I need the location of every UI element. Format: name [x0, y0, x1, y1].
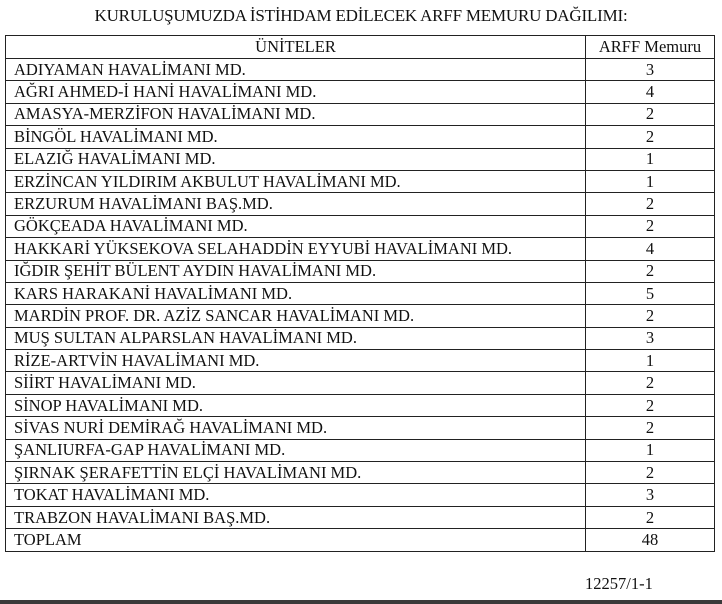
arff-count: 1: [586, 439, 715, 461]
total-count: 48: [586, 529, 715, 551]
table-row: [6, 238, 715, 260]
unit-name: SİNOP HAVALİMANI MD.: [6, 394, 586, 416]
table-row: [6, 417, 715, 439]
table-row: [6, 462, 715, 484]
table-row: [6, 394, 715, 416]
unit-name: TOKAT HAVALİMANI MD.: [6, 484, 586, 506]
table-row: [6, 126, 715, 148]
document-title: KURULUŞUMUZDA İSTİHDAM EDİLECEK ARFF MEMURU DAĞILIMI:: [94, 6, 628, 25]
arff-count: 4: [586, 81, 715, 103]
table-row: [6, 193, 715, 215]
unit-name: ŞANLIURFA-GAP HAVALİMANI MD.: [6, 439, 586, 461]
table-row: [6, 350, 715, 372]
unit-name: IĞDIR ŞEHİT BÜLENT AYDIN HAVALİMANI MD.: [6, 260, 586, 282]
table-row: [6, 260, 715, 282]
arff-count: 2: [586, 215, 715, 237]
arff-count: 1: [586, 170, 715, 192]
unit-name: ŞIRNAK ŞERAFETTİN ELÇİ HAVALİMANI MD.: [6, 462, 586, 484]
unit-name: AMASYA-MERZİFON HAVALİMANI MD.: [6, 103, 586, 125]
unit-name: GÖKÇEADA HAVALİMANI MD.: [6, 215, 586, 237]
arff-count: 2: [586, 462, 715, 484]
unit-name: BİNGÖL HAVALİMANI MD.: [6, 126, 586, 148]
total-label: TOPLAM: [6, 529, 586, 551]
unit-name: TRABZON HAVALİMANI BAŞ.MD.: [6, 506, 586, 528]
arff-count: 2: [586, 103, 715, 125]
table-row: [6, 148, 715, 170]
header-units: ÜNİTELER: [6, 36, 586, 59]
arff-count: 2: [586, 260, 715, 282]
table-row: [6, 170, 715, 192]
unit-name: MARDİN PROF. DR. AZİZ SANCAR HAVALİMANI MD.: [6, 305, 586, 327]
unit-name: ELAZIĞ HAVALİMANI MD.: [6, 148, 586, 170]
unit-name: MUŞ SULTAN ALPARSLAN HAVALİMANI MD.: [6, 327, 586, 349]
arff-count: 1: [586, 350, 715, 372]
arff-count: 3: [586, 59, 715, 81]
arff-count: 2: [586, 305, 715, 327]
table-header-row: [6, 36, 715, 59]
arff-count: 2: [586, 126, 715, 148]
arff-count: 2: [586, 372, 715, 394]
header-arff-count: ARFF Memuru: [586, 36, 715, 59]
table-row: [6, 506, 715, 528]
unit-name: AĞRI AHMED-İ HANİ HAVALİMANI MD.: [6, 81, 586, 103]
unit-name: HAKKARİ YÜKSEKOVA SELAHADDİN EYYUBİ HAVALİMANI MD.: [6, 238, 586, 260]
table-row: [6, 372, 715, 394]
table-row: [6, 103, 715, 125]
arff-count: 2: [586, 193, 715, 215]
unit-name: ERZİNCAN YILDIRIM AKBULUT HAVALİMANI MD.: [6, 170, 586, 192]
arff-count: 2: [586, 417, 715, 439]
table-row: [6, 81, 715, 103]
arff-count: 4: [586, 238, 715, 260]
arff-count: 3: [586, 327, 715, 349]
unit-name: ADIYAMAN HAVALİMANI MD.: [6, 59, 586, 81]
unit-name: RİZE-ARTVİN HAVALİMANI MD.: [6, 350, 586, 372]
table-row: [6, 484, 715, 506]
unit-name: ERZURUM HAVALİMANI BAŞ.MD.: [6, 193, 586, 215]
table-row: [6, 215, 715, 237]
arff-distribution-table: [5, 35, 715, 552]
arff-count: 1: [586, 148, 715, 170]
table-row: [6, 327, 715, 349]
table-row: [6, 59, 715, 81]
arff-count: 2: [586, 506, 715, 528]
unit-name: SİİRT HAVALİMANI MD.: [6, 372, 586, 394]
arff-count: 2: [586, 394, 715, 416]
total-row: [6, 529, 715, 551]
table-row: [6, 282, 715, 304]
arff-count: 5: [586, 282, 715, 304]
table-row: [6, 439, 715, 461]
bottom-bar: [0, 600, 722, 604]
table-row: [6, 305, 715, 327]
unit-name: SİVAS NURİ DEMİRAĞ HAVALİMANI MD.: [6, 417, 586, 439]
unit-name: KARS HARAKANİ HAVALİMANI MD.: [6, 282, 586, 304]
arff-count: 3: [586, 484, 715, 506]
document-reference: 12257/1-1: [585, 574, 653, 593]
